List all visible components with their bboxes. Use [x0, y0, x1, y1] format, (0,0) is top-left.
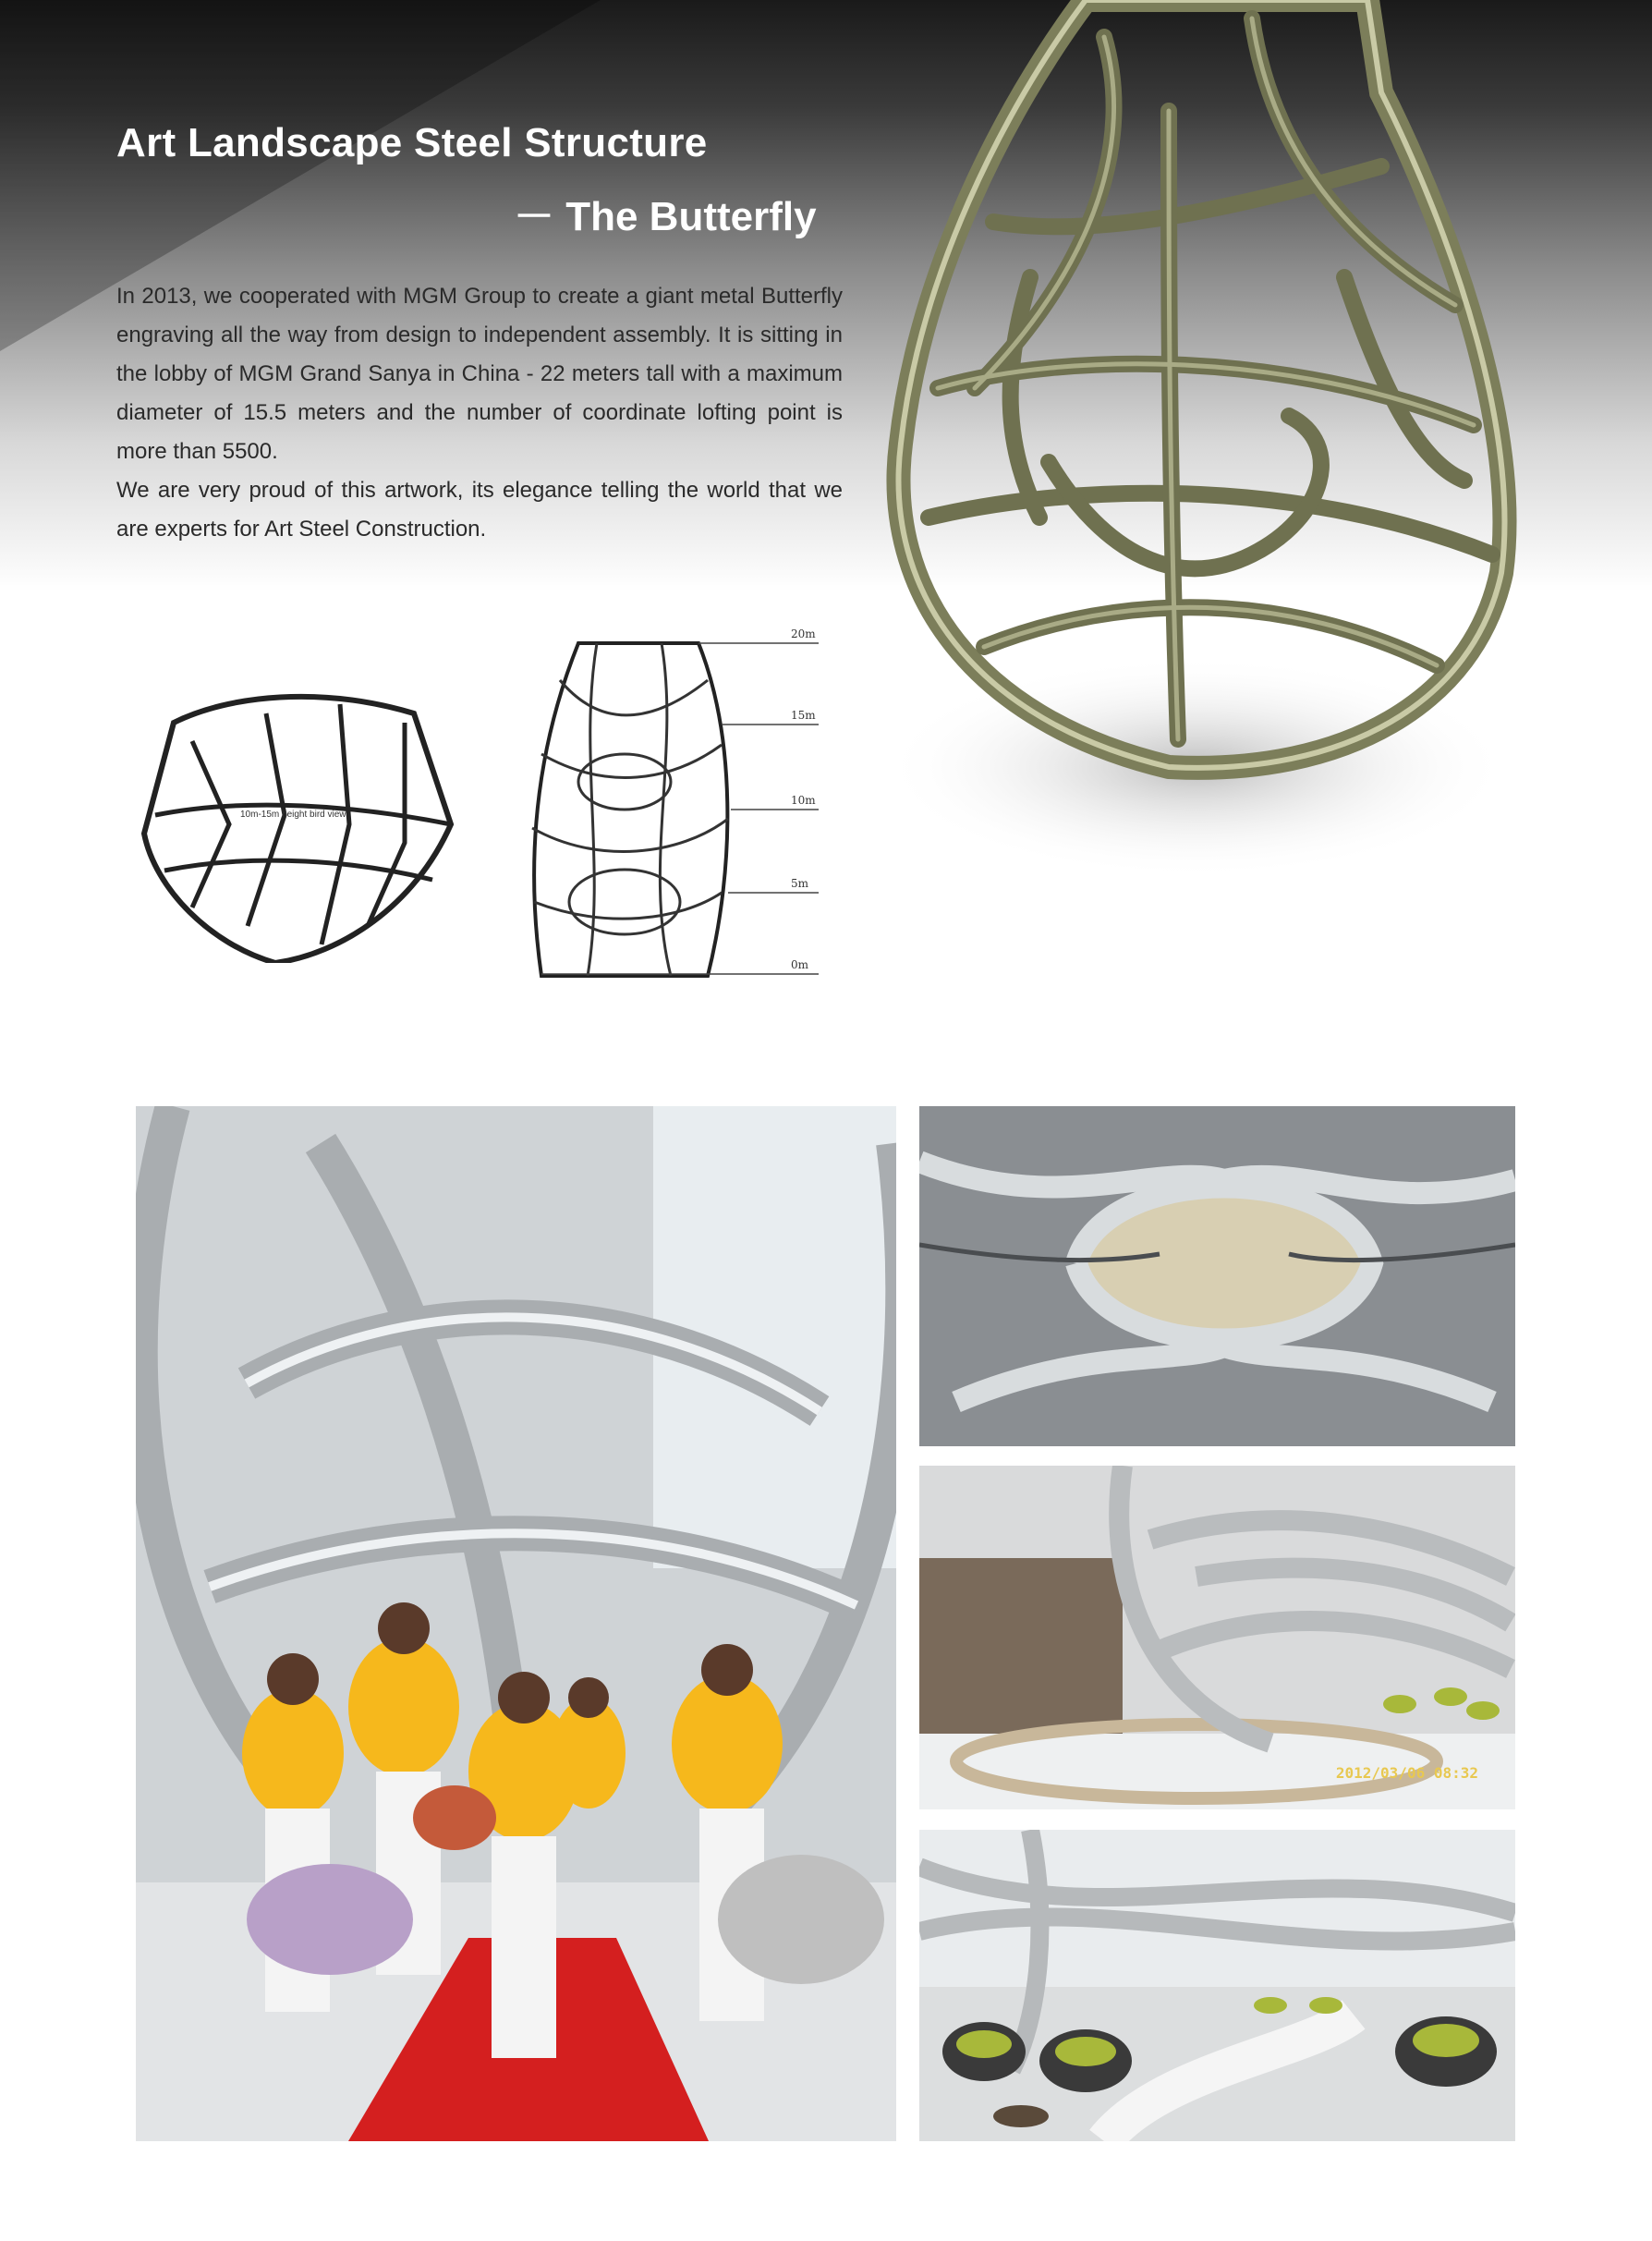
page-title-line1: Art Landscape Steel Structure	[116, 120, 708, 165]
photo-looking-up-interior	[919, 1106, 1515, 1446]
photo-lounge-seating	[919, 1830, 1515, 2141]
description-paragraph-1: In 2013, we cooperated with MGM Group to create a giant metal Butterfly engraving all the way from design to independent assembly. It is sitting in the lobby of MGM Grand Sanya in China - 22 meters tall with a maximum diameter of 15.5 meters and the number of coordinate lofting point is more than 5500.	[116, 284, 843, 464]
scale-mark-0m: 0m	[791, 958, 809, 971]
photo-timestamp: 2012/03/06 08:32	[1335, 1764, 1478, 1782]
scale-mark-15m: 15m	[791, 709, 816, 722]
bird-view-sketch	[137, 686, 479, 963]
page-title-line2: － The Butterfly	[514, 194, 817, 239]
scale-mark-20m: 20m	[791, 627, 816, 640]
scale-mark-5m: 5m	[791, 877, 809, 890]
scale-mark-10m: 10m	[791, 794, 816, 807]
bird-view-caption: 10m-15m height bird view	[240, 810, 346, 820]
description-paragraph-2: We are very proud of this artwork, its elegance telling the world that we are experts for Art Steel Construction.	[116, 478, 843, 542]
elevation-sketch	[523, 625, 837, 980]
butterfly-3d-render	[864, 0, 1524, 887]
photo-performers-under-sculpture	[136, 1106, 896, 2141]
photo-lobby-sculpture	[919, 1466, 1515, 1809]
description-block	[116, 277, 843, 549]
